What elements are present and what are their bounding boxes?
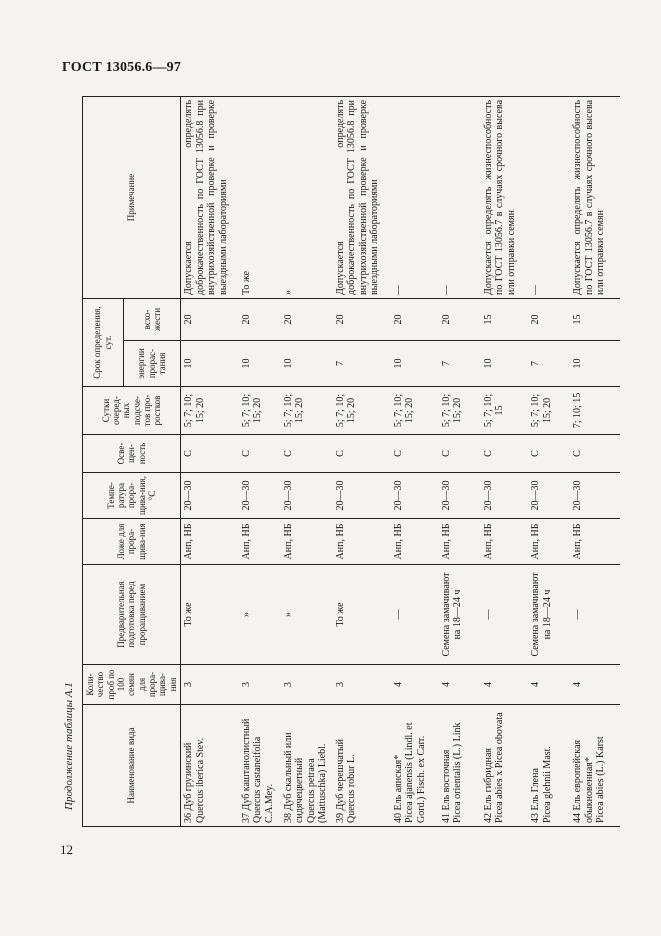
document-title: ГОСТ 13056.6—97 xyxy=(62,60,182,75)
temp-cell: 20—30 xyxy=(391,473,439,519)
col-header-energy: энергии прораc-тания xyxy=(123,341,180,387)
species-latin-name: Picea orientalis (L.) Link xyxy=(452,722,464,823)
germ-cell: 20 xyxy=(239,298,281,340)
species-latin-name: Quercus petraea (Mattuschka) Liebl. xyxy=(305,743,329,823)
col-header-prep: Предварительная подготовка перед проращиванием xyxy=(83,565,181,665)
species-latin-name: Picea ajanensis (Lindl. et Gord.) Fisch. ex Carr. xyxy=(404,722,427,823)
species-name: 37 Дуб каштанолистный xyxy=(240,718,252,823)
count-cell: 3 xyxy=(181,665,239,705)
species-name: 43 Ель Глена xyxy=(530,768,542,823)
energy-cell: 7 xyxy=(439,341,481,387)
note-cell: Допускается определять доброкачественность по ГОСТ 13056.8 при внутрихозяйственной проверке и проверке выездными лабораториями xyxy=(333,96,391,298)
germ-cell: 20 xyxy=(391,298,439,340)
col-header-temp: Темпе-ратура прора-щива-ния, °С xyxy=(83,473,181,519)
species-name: 41 Ель восточная xyxy=(440,749,452,823)
light-cell: С xyxy=(333,435,391,473)
bed-cell: Анп, НБ xyxy=(391,519,439,565)
count-cell: 4 xyxy=(528,665,570,705)
table-row xyxy=(570,96,620,826)
energy-cell: 10 xyxy=(239,341,281,387)
germ-cell: 20 xyxy=(439,298,481,340)
bed-cell: Анп, НБ xyxy=(281,519,333,565)
species-name: 39 Дуб черешчатый xyxy=(334,738,346,823)
note-cell: — xyxy=(391,96,439,298)
temp-cell: 20—30 xyxy=(239,473,281,519)
germ-cell: 20 xyxy=(528,298,570,340)
species-name: 38 Дуб скальный или сидячецветный xyxy=(282,732,306,823)
page-number: 12 xyxy=(60,842,73,857)
temp-cell: 20—30 xyxy=(439,473,481,519)
days-cell: 5; 7; 10; 15 xyxy=(481,387,529,435)
prep-cell: » xyxy=(239,565,281,665)
note-cell: — xyxy=(439,96,481,298)
days-cell: 5; 7; 10; 15; 20 xyxy=(181,387,239,435)
light-cell: С xyxy=(281,435,333,473)
table-row xyxy=(391,96,439,826)
species-latin-name: Picea abies (L.) Karst xyxy=(595,736,607,823)
count-cell: 3 xyxy=(333,665,391,705)
note-cell: Допускается определять доброкачественность по ГОСТ 13056.8 при внутрихозяйственной проверке и проверке выездными лабораториями xyxy=(181,96,239,298)
energy-cell: 7 xyxy=(333,341,391,387)
prep-cell: Семена замачивают на 18—24 ч xyxy=(528,565,570,665)
germ-cell: 20 xyxy=(333,298,391,340)
col-header-days: Сутки очеред-ных подсче-тов про-ростков xyxy=(83,387,181,435)
species-name-cell xyxy=(391,705,439,827)
prep-cell: Семена замачивают на 18—24 ч xyxy=(439,565,481,665)
count-cell: 3 xyxy=(239,665,281,705)
table-row xyxy=(333,96,391,826)
note-cell: » xyxy=(281,96,333,298)
note-cell: Допускается определять жизнеспособность по ГОСТ 13056.7 в случаях срочного высева или отправки семян xyxy=(570,96,620,298)
temp-cell: 20—30 xyxy=(481,473,529,519)
count-cell: 3 xyxy=(281,665,333,705)
temp-cell: 20—30 xyxy=(570,473,620,519)
bed-cell: Анп, НБ xyxy=(439,519,481,565)
light-cell: С xyxy=(391,435,439,473)
bed-cell: Анп, НБ xyxy=(481,519,529,565)
prep-cell: То же xyxy=(181,565,239,665)
species-name-cell xyxy=(439,705,481,827)
count-cell: 4 xyxy=(570,665,620,705)
table-region xyxy=(82,97,607,827)
germination-table xyxy=(82,96,620,827)
note-cell: То же xyxy=(239,96,281,298)
species-latin-name: Quercus robur L. xyxy=(346,754,358,823)
species-name: 40 Ель аянская* xyxy=(392,754,404,823)
species-latin-name: Quercus castaneifolia C.A.Mey. xyxy=(252,736,275,823)
bed-cell: Анп, НБ xyxy=(528,519,570,565)
energy-cell: 10 xyxy=(181,341,239,387)
prep-cell: То же xyxy=(333,565,391,665)
temp-cell: 20—30 xyxy=(181,473,239,519)
table-row xyxy=(239,96,281,826)
species-name-cell xyxy=(281,705,333,827)
light-cell: С xyxy=(528,435,570,473)
note-cell: Допускается определять жизнеспособность по ГОСТ 13056.7 в случаях срочного высева или отправки семян xyxy=(481,96,529,298)
prep-cell: — xyxy=(570,565,620,665)
species-name-cell xyxy=(570,705,620,827)
species-latin-name: Picea glehnii Mast. xyxy=(541,746,553,823)
species-name: 42 Ель гибридная xyxy=(482,747,494,823)
col-header-count: Коли-чество проб по 100 семян для прора-щива-ния xyxy=(83,665,181,705)
species-latin-name: Quercus iberica Stev. xyxy=(194,737,206,823)
days-cell: 5; 7; 10; 15; 20 xyxy=(528,387,570,435)
germ-cell: 15 xyxy=(481,298,529,340)
days-cell: 5; 7; 10; 15; 20 xyxy=(439,387,481,435)
energy-cell: 7 xyxy=(528,341,570,387)
table-row xyxy=(181,96,239,826)
species-name-cell xyxy=(333,705,391,827)
days-cell: 5; 7; 10; 15; 20 xyxy=(281,387,333,435)
temp-cell: 20—30 xyxy=(281,473,333,519)
col-header-germ: всхо-жести xyxy=(123,298,180,340)
col-header-note: Примечание xyxy=(83,96,181,298)
energy-cell: 10 xyxy=(281,341,333,387)
energy-cell: 10 xyxy=(570,341,620,387)
light-cell: С xyxy=(481,435,529,473)
species-latin-name: Picea abies x Picea obovata xyxy=(494,712,505,823)
col-header-term: Срок определения, сут. xyxy=(83,298,124,386)
bed-cell: Анп, НБ xyxy=(181,519,239,565)
count-cell: 4 xyxy=(439,665,481,705)
col-header-name: Наименование вида xyxy=(83,705,181,827)
table-row xyxy=(528,96,570,826)
species-name: 44 Ель европейская обыкновенная* xyxy=(572,739,595,823)
light-cell: С xyxy=(181,435,239,473)
temp-cell: 20—30 xyxy=(528,473,570,519)
prep-cell: — xyxy=(391,565,439,665)
prep-cell: » xyxy=(281,565,333,665)
species-name-cell xyxy=(181,705,239,827)
light-cell: С xyxy=(239,435,281,473)
table-caption: Продолжение таблицы А.1 xyxy=(63,682,75,810)
species-name: 36 Дуб грузинский xyxy=(183,742,195,823)
note-cell: — xyxy=(528,96,570,298)
col-header-bed: Ложе для прора-щива-ния xyxy=(83,519,181,565)
germ-cell: 20 xyxy=(181,298,239,340)
bed-cell: Анп, НБ xyxy=(239,519,281,565)
table-row xyxy=(439,96,481,826)
table-row xyxy=(481,96,529,826)
count-cell: 4 xyxy=(481,665,529,705)
col-header-light: Осве-щен-ность xyxy=(83,435,181,473)
bed-cell: Анп, НБ xyxy=(570,519,620,565)
days-cell: 5; 7; 10; 15; 20 xyxy=(333,387,391,435)
light-cell: С xyxy=(439,435,481,473)
prep-cell: — xyxy=(481,565,529,665)
species-name-cell xyxy=(239,705,281,827)
bed-cell: Анп, НБ xyxy=(333,519,391,565)
germ-cell: 20 xyxy=(281,298,333,340)
days-cell: 7; 10; 15 xyxy=(570,387,620,435)
energy-cell: 10 xyxy=(391,341,439,387)
temp-cell: 20—30 xyxy=(333,473,391,519)
days-cell: 5; 7; 10; 15; 20 xyxy=(239,387,281,435)
count-cell: 4 xyxy=(391,665,439,705)
germ-cell: 15 xyxy=(570,298,620,340)
days-cell: 5; 7; 10; 15; 20 xyxy=(391,387,439,435)
species-name-cell xyxy=(481,705,529,827)
species-name-cell xyxy=(528,705,570,827)
light-cell: С xyxy=(570,435,620,473)
table-row xyxy=(281,96,333,826)
energy-cell: 10 xyxy=(481,341,529,387)
